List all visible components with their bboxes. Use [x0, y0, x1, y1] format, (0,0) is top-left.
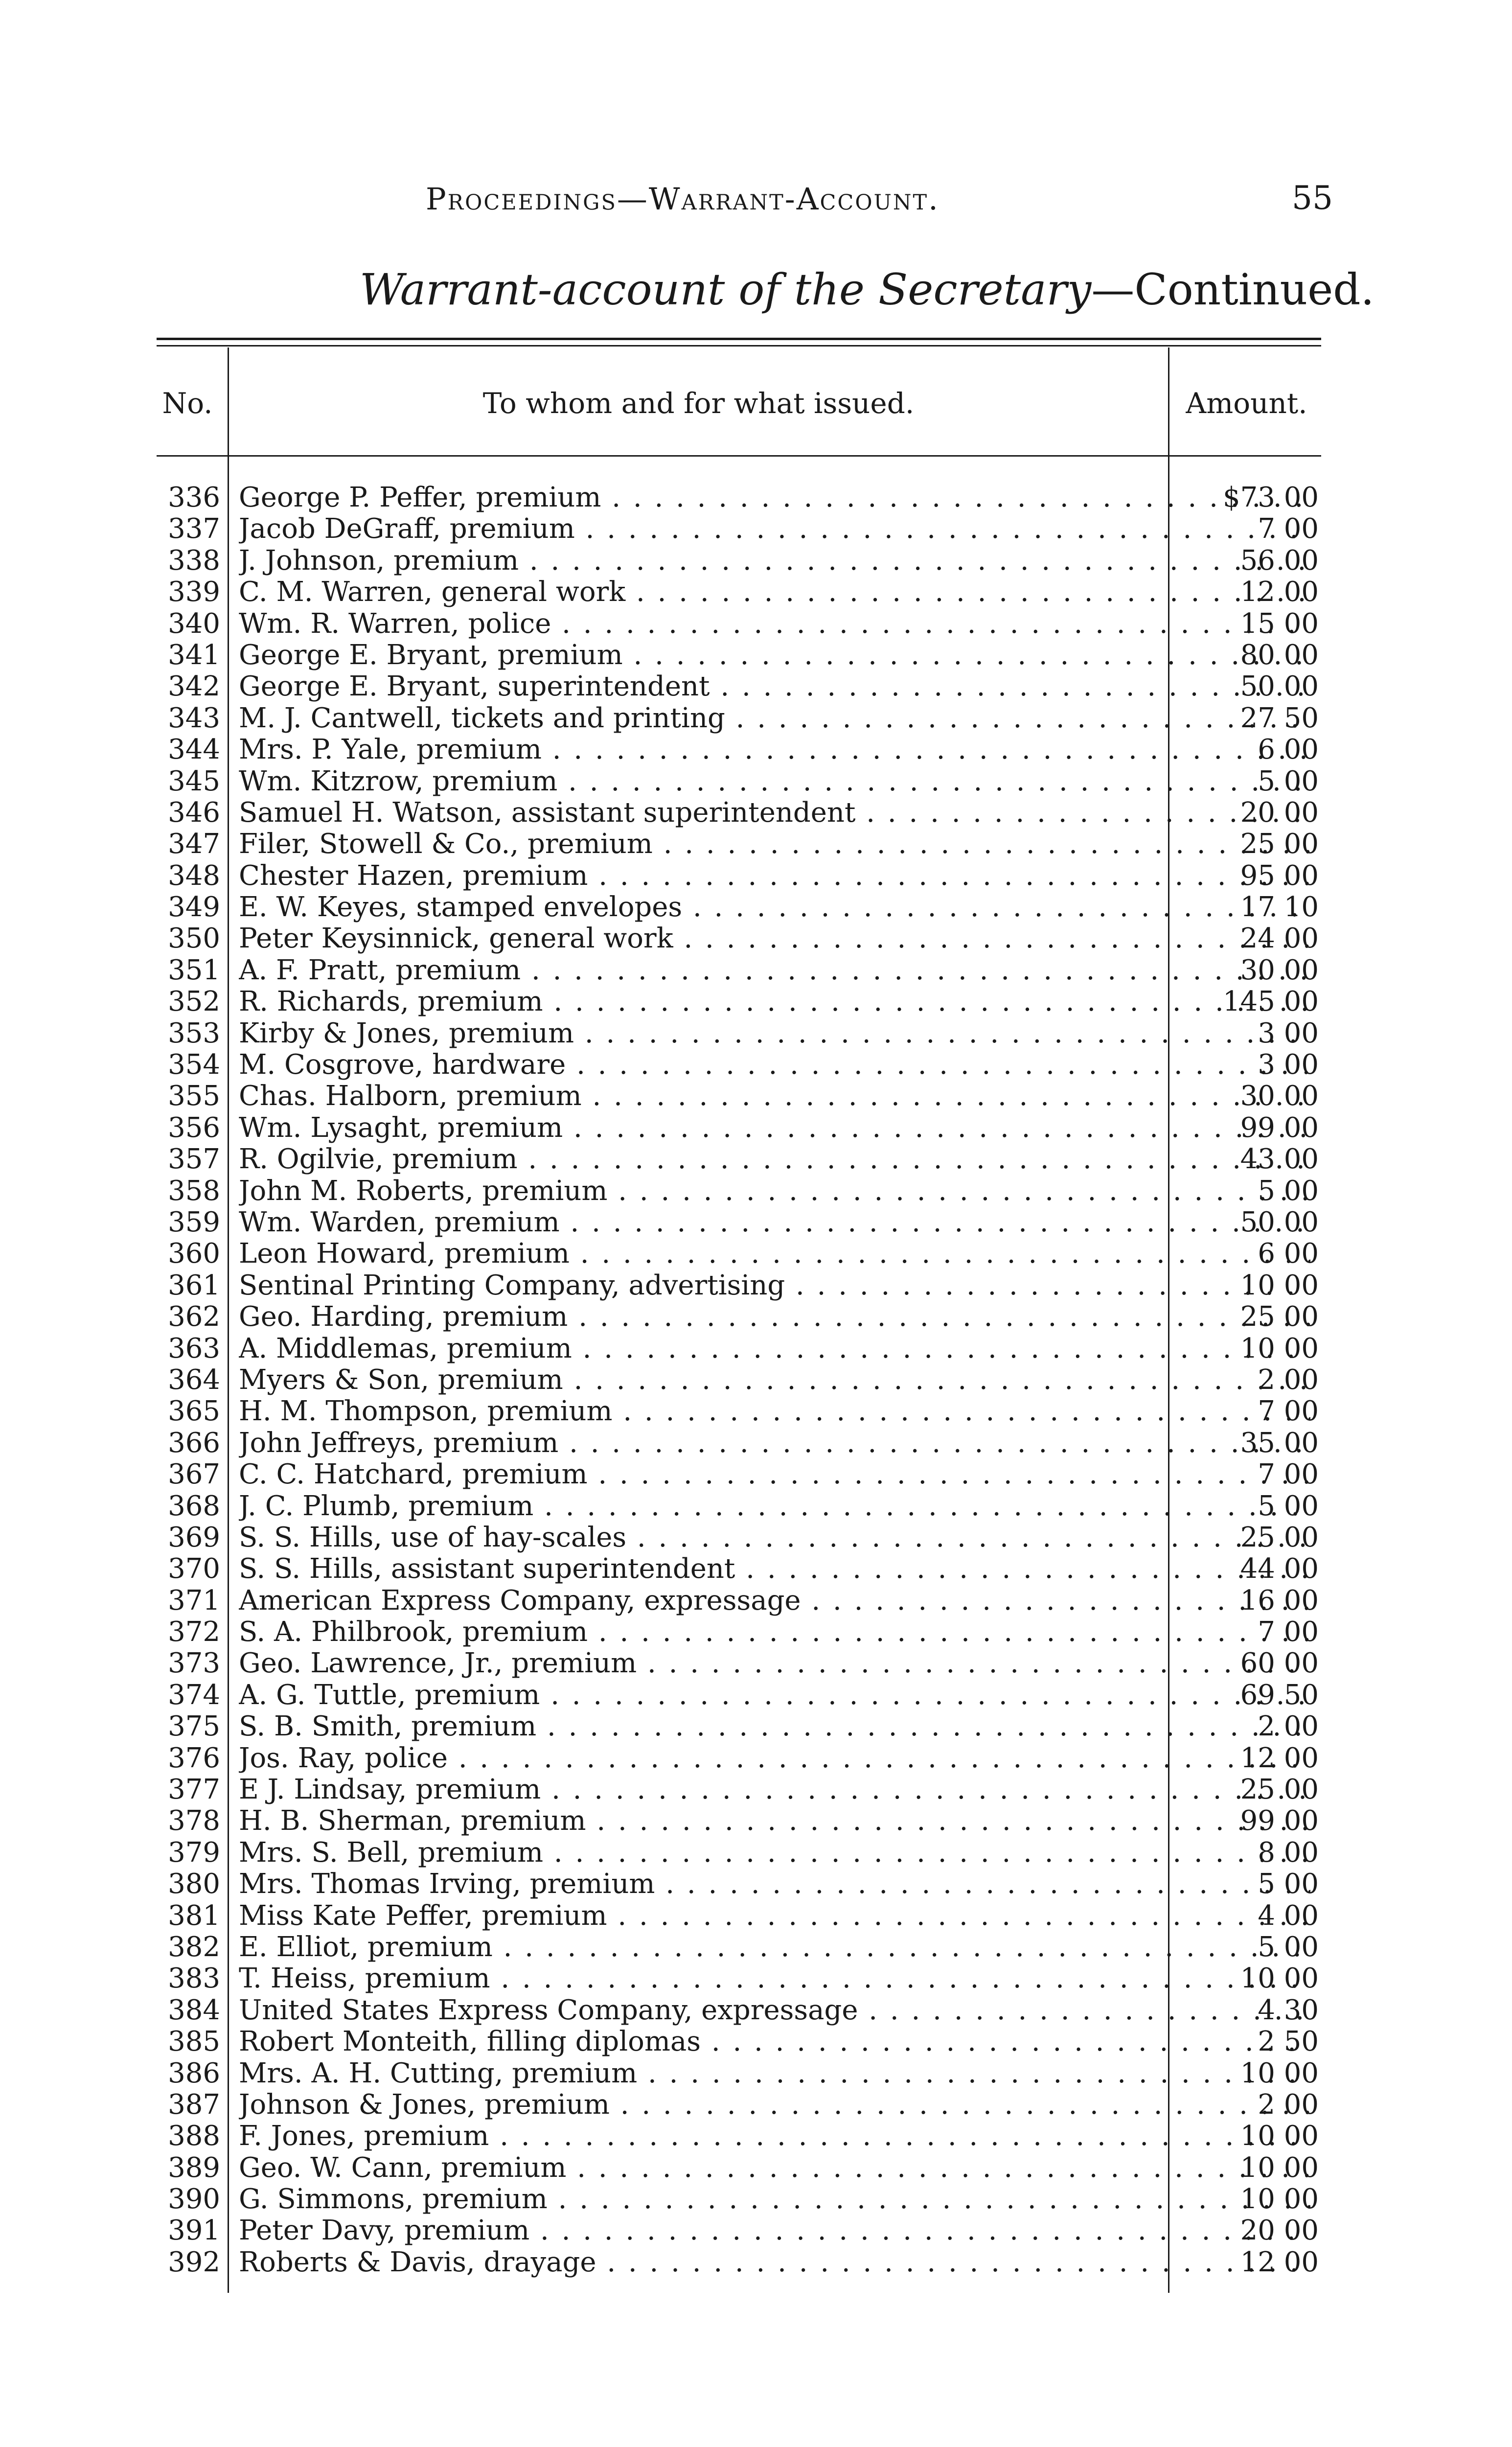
running-head: Proceedings—Warrant-Account.: [426, 181, 939, 217]
warrant-number: 375: [168, 1710, 220, 1743]
page-number: 55: [1292, 179, 1333, 217]
warrant-amount: 20 00: [1240, 796, 1319, 829]
warrant-number: 366: [168, 1427, 220, 1459]
warrant-description: A. Middlemas, premium . . .: [239, 1333, 1310, 1364]
table-row: [157, 1616, 1321, 1648]
warrant-description: John M. Roberts, premium . . .: [239, 1176, 1310, 1207]
table-row: [157, 1364, 1321, 1396]
table-row: [157, 640, 1321, 671]
warrant-amount: 95 00: [1240, 859, 1319, 892]
warrant-description: S. S. Hills, assistant superintendent . . .: [239, 1553, 1310, 1585]
warrant-amount: 10 00: [1240, 2120, 1319, 2152]
warrant-amount: 35 00: [1240, 1427, 1319, 1459]
warrant-number: 389: [168, 2151, 220, 2184]
warrant-number: 382: [168, 1931, 220, 1963]
warrant-number: 373: [168, 1647, 220, 1680]
table-row: [157, 1112, 1321, 1144]
warrant-amount: 43 00: [1240, 1143, 1319, 1176]
warrant-description: R. Richards, premium . . .: [239, 986, 1310, 1017]
warrant-description: F. Jones, premium . . .: [239, 2121, 1310, 2152]
table-row: [157, 1963, 1321, 1994]
warrant-number: 378: [168, 1805, 220, 1837]
warrant-description: E. Elliot, premium . . .: [239, 1932, 1310, 1963]
warrant-number: 363: [168, 1332, 220, 1364]
warrant-description: Geo. Harding, premium . . .: [239, 1301, 1310, 1333]
warrant-number: 356: [168, 1111, 220, 1144]
table-title-italic: Warrant-account of the Secretary: [360, 264, 1092, 315]
warrant-description: H. B. Sherman, premium . . .: [239, 1805, 1310, 1837]
warrant-number: 383: [168, 1962, 220, 1995]
table-row: [157, 545, 1321, 577]
warrant-number: 358: [168, 1175, 220, 1207]
column-header-no: No.: [162, 387, 213, 420]
warrant-number: 385: [168, 2026, 220, 2058]
warrant-number: 360: [168, 1238, 220, 1270]
table-row: [157, 2121, 1321, 2152]
warrant-amount: 5 00: [1258, 1175, 1319, 1207]
warrant-number: 355: [168, 1080, 220, 1112]
warrant-number: 338: [168, 544, 220, 577]
warrant-number: 384: [168, 1994, 220, 2026]
warrant-amount: 10 00: [1240, 1332, 1319, 1364]
warrant-amount: 5 00: [1258, 1931, 1319, 1963]
warrant-description: Wm. R. Warren, police . . .: [239, 608, 1310, 640]
warrant-description: Chester Hazen, premium . . .: [239, 860, 1310, 892]
table-row: [157, 860, 1321, 892]
table-row: [157, 1522, 1321, 1553]
warrant-number: 367: [168, 1458, 220, 1491]
table-row: [157, 797, 1321, 829]
warrant-amount: $73 00: [1223, 482, 1319, 513]
warrant-amount: 10 00: [1240, 2057, 1319, 2089]
warrant-number: 381: [168, 1899, 220, 1932]
warrant-amount: 15 00: [1240, 607, 1319, 640]
table-row: [157, 955, 1321, 986]
warrant-amount: 25 00: [1240, 1521, 1319, 1553]
table-row: [157, 1301, 1321, 1333]
warrant-description: Leon Howard, premium . . .: [239, 1238, 1310, 1270]
warrant-number: 342: [168, 670, 220, 703]
warrant-number: 336: [168, 482, 220, 513]
warrant-description: John Jeffreys, premium . . .: [239, 1428, 1310, 1459]
warrant-amount: 4 00: [1258, 1899, 1319, 1932]
warrant-number: 339: [168, 576, 220, 608]
warrant-description: H. M. Thompson, premium . . .: [239, 1396, 1310, 1427]
warrant-amount: 69 50: [1240, 1679, 1319, 1711]
table-row: [157, 1932, 1321, 1963]
warrant-amount: 25 00: [1240, 828, 1319, 860]
warrant-description: M. Cosgrove, hardware . . .: [239, 1049, 1310, 1081]
table-row: [157, 1553, 1321, 1585]
warrant-amount: 7 00: [1258, 513, 1319, 545]
warrant-amount: 2 00: [1258, 1710, 1319, 1743]
warrant-description: Mrs. P. Yale, premium . . .: [239, 734, 1310, 765]
warrant-amount: 27 50: [1240, 702, 1319, 734]
warrant-number: 371: [168, 1584, 220, 1616]
warrant-description: Johnson & Jones, premium . . .: [239, 2089, 1310, 2121]
warrant-amount: 50 00: [1240, 1206, 1319, 1238]
warrant-number: 343: [168, 702, 220, 734]
warrant-amount: 25 00: [1240, 1774, 1319, 1806]
warrant-description: Samuel H. Watson, assistant superintendent . . .: [239, 797, 1310, 829]
warrant-description: Chas. Halborn, premium . . .: [239, 1081, 1310, 1112]
warrant-description: Filer, Stowell & Co., premium . . .: [239, 829, 1310, 860]
warrant-description: George E. Bryant, premium . . .: [239, 640, 1310, 671]
warrant-number: 346: [168, 796, 220, 829]
warrant-number: 351: [168, 954, 220, 986]
table-row: [157, 1207, 1321, 1238]
warrant-description: Mrs. S. Bell, premium . . .: [239, 1837, 1310, 1869]
warrant-amount: 16 00: [1240, 1584, 1319, 1616]
warrant-number: 377: [168, 1774, 220, 1806]
warrant-description: S. B. Smith, premium . . .: [239, 1711, 1310, 1742]
warrant-amount: 12 00: [1240, 576, 1319, 608]
warrant-description: Mrs. Thomas Irving, premium . . .: [239, 1869, 1310, 1900]
warrant-number: 380: [168, 1868, 220, 1900]
warrant-amount: 7 00: [1258, 1395, 1319, 1428]
warrant-amount: 7 00: [1258, 1458, 1319, 1491]
warrant-description: Geo. Lawrence, Jr., premium . . .: [239, 1648, 1310, 1679]
table-row: [157, 1711, 1321, 1742]
table-row: [157, 1049, 1321, 1081]
warrant-amount: 8 00: [1258, 1836, 1319, 1869]
header-rule: [157, 455, 1321, 457]
warrant-number: 345: [168, 765, 220, 797]
warrant-description: Wm. Warden, premium . . .: [239, 1207, 1310, 1238]
column-header-to-whom: To whom and for what issued.: [482, 387, 915, 420]
warrant-number: 390: [168, 2183, 220, 2216]
warrant-description: E. W. Keyes, stamped envelopes . . .: [239, 892, 1310, 923]
table-row: [157, 1238, 1321, 1270]
warrant-description: American Express Company, expressage . . .: [239, 1585, 1310, 1616]
warrant-description: Jacob DeGraff, premium . . .: [239, 513, 1310, 545]
warrant-amount: 50 00: [1240, 670, 1319, 703]
table-row: [157, 766, 1321, 797]
warrant-description: Wm. Kitzrow, premium . . .: [239, 766, 1310, 797]
table-row: [157, 734, 1321, 765]
warrant-number: 353: [168, 1017, 220, 1049]
warrant-amount: 6 00: [1258, 734, 1319, 766]
table-row: [157, 1774, 1321, 1805]
table-row: [157, 1333, 1321, 1364]
warrant-amount: 5 00: [1258, 1490, 1319, 1522]
warrant-number: 374: [168, 1679, 220, 1711]
warrant-number: 354: [168, 1049, 220, 1081]
warrant-amount: 99 00: [1240, 1805, 1319, 1837]
table-row: [157, 1837, 1321, 1869]
warrant-number: 344: [168, 734, 220, 766]
warrant-amount: 6 00: [1258, 1238, 1319, 1270]
warrant-number: 352: [168, 986, 220, 1018]
warrant-description: George E. Bryant, superintendent . . .: [239, 671, 1310, 702]
warrant-description: Robert Monteith, filling diplomas . . .: [239, 2026, 1310, 2057]
warrant-number: 364: [168, 1363, 220, 1396]
warrant-description: Miss Kate Peffer, premium . . .: [239, 1900, 1310, 1932]
table-row: [157, 482, 1321, 513]
warrant-amount: 4 30: [1258, 1994, 1319, 2026]
warrant-description: United States Express Company, expressage . . .: [239, 1995, 1310, 2026]
warrant-amount: 3 00: [1258, 1049, 1319, 1081]
warrant-description: S. A. Philbrook, premium . . .: [239, 1616, 1310, 1648]
warrant-amount: 24 00: [1240, 923, 1319, 955]
warrant-number: 379: [168, 1836, 220, 1869]
warrant-amount: 80 00: [1240, 639, 1319, 671]
table-title: [360, 264, 1375, 315]
warrant-number: 391: [168, 2215, 220, 2247]
warrant-description: A. G. Tuttle, premium . . .: [239, 1680, 1310, 1711]
warrant-description: Sentinal Printing Company, advertising . . .: [239, 1270, 1310, 1301]
table-row: [157, 986, 1321, 1017]
warrant-amount: 17 10: [1240, 891, 1319, 923]
warrant-description: S. S. Hills, use of hay-scales . . .: [239, 1522, 1310, 1553]
warrant-number: 340: [168, 607, 220, 640]
warrant-number: 337: [168, 513, 220, 545]
warrant-description: Kirby & Jones, premium . . .: [239, 1018, 1310, 1049]
table-row: [157, 1428, 1321, 1459]
warrant-amount: 2 00: [1258, 1363, 1319, 1396]
warrant-amount: 5 00: [1258, 765, 1319, 797]
warrant-amount: 2 50: [1258, 2026, 1319, 2058]
table-row: [157, 829, 1321, 860]
table-row: [157, 1081, 1321, 1112]
warrant-amount: 3 00: [1258, 1017, 1319, 1049]
warrant-number: 350: [168, 923, 220, 955]
warrant-description: Myers & Son, premium . . .: [239, 1364, 1310, 1396]
warrant-amount: 30 00: [1240, 1080, 1319, 1112]
table-row: [157, 1459, 1321, 1490]
table-top-rule-thin: [157, 345, 1321, 346]
warrant-description: J. C. Plumb, premium . . .: [239, 1491, 1310, 1522]
warrant-amount: 5 00: [1258, 1868, 1319, 1900]
warrant-description: Peter Davy, premium . . .: [239, 2215, 1310, 2246]
warrant-description: Wm. Lysaght, premium . . .: [239, 1112, 1310, 1144]
warrant-amount: 44 00: [1240, 1553, 1319, 1585]
warrant-number: 349: [168, 891, 220, 923]
table-row: [157, 1396, 1321, 1427]
warrant-number: 372: [168, 1616, 220, 1648]
table-row: [157, 1270, 1321, 1301]
warrant-amount: 10 00: [1240, 1269, 1319, 1301]
warrant-amount: 10 00: [1240, 1962, 1319, 1995]
warrant-amount: 12 00: [1240, 1742, 1319, 1774]
warrant-amount: 145 00: [1223, 986, 1319, 1018]
warrant-number: 365: [168, 1395, 220, 1428]
warrant-number: 341: [168, 639, 220, 671]
warrant-description: G. Simmons, premium . . .: [239, 2184, 1310, 2215]
warrant-description: R. Ogilvie, premium . . .: [239, 1144, 1310, 1175]
warrant-amount: 99 00: [1240, 1111, 1319, 1144]
table-row: [157, 1648, 1321, 1679]
warrant-number: 388: [168, 2120, 220, 2152]
table-row: [157, 2215, 1321, 2246]
warrant-description: Jos. Ray, police . . .: [239, 1743, 1310, 1774]
warrant-amount: 7 00: [1258, 1616, 1319, 1648]
table-row: [157, 1018, 1321, 1049]
warrant-description: George P. Peffer, premium . . .: [239, 482, 1310, 513]
table-row: [157, 2247, 1321, 2278]
warrant-description: Peter Keysinnick, general work . . .: [239, 923, 1310, 954]
warrant-amount: 30 00: [1240, 954, 1319, 986]
table-row: [157, 1743, 1321, 1774]
table-row: [157, 2089, 1321, 2121]
warrant-number: 361: [168, 1269, 220, 1301]
warrant-description: Mrs. A. H. Cutting, premium . . .: [239, 2058, 1310, 2089]
warrant-number: 348: [168, 859, 220, 892]
warrant-number: 370: [168, 1553, 220, 1585]
table-row: [157, 892, 1321, 923]
warrant-description: C. M. Warren, general work . . .: [239, 577, 1310, 608]
table-row: [157, 2058, 1321, 2089]
table-row: [157, 1900, 1321, 1932]
warrant-amount: 56 00: [1240, 544, 1319, 577]
warrant-description: Roberts & Davis, drayage . . .: [239, 2247, 1310, 2278]
table-row: [157, 2184, 1321, 2215]
table-row: [157, 1491, 1321, 1522]
warrant-amount: 25 00: [1240, 1301, 1319, 1333]
warrant-number: 347: [168, 828, 220, 860]
table-title-continued: —Continued.: [1091, 264, 1375, 315]
warrant-amount: 20 00: [1240, 2215, 1319, 2247]
table-row: [157, 1585, 1321, 1616]
warrant-number: 369: [168, 1521, 220, 1553]
warrant-number: 387: [168, 2088, 220, 2121]
warrant-description: T. Heiss, premium . . .: [239, 1963, 1310, 1994]
warrant-number: 376: [168, 1742, 220, 1774]
table-row: [157, 577, 1321, 608]
table-row: [157, 1869, 1321, 1900]
table-row: [157, 671, 1321, 702]
warrant-description: M. J. Cantwell, tickets and printing . . .: [239, 703, 1310, 734]
table-row: [157, 1680, 1321, 1711]
warrant-description: C. C. Hatchard, premium . . .: [239, 1459, 1310, 1490]
warrant-amount: 10 00: [1240, 2151, 1319, 2184]
warrant-number: 362: [168, 1301, 220, 1333]
table-row: [157, 2026, 1321, 2057]
warrant-description: E J. Lindsay, premium . . .: [239, 1774, 1310, 1805]
table-row: [157, 608, 1321, 640]
table-row: [157, 923, 1321, 954]
table-row: [157, 1995, 1321, 2026]
table-row: [157, 2152, 1321, 2184]
warrant-number: 357: [168, 1143, 220, 1176]
warrant-description: Geo. W. Cann, premium . . .: [239, 2152, 1310, 2184]
warrant-number: 368: [168, 1490, 220, 1522]
warrant-table-body: [157, 482, 1321, 2278]
warrant-number: 386: [168, 2057, 220, 2089]
warrant-amount: 10 00: [1240, 2183, 1319, 2216]
warrant-amount: 12 00: [1240, 2246, 1319, 2278]
table-row: [157, 513, 1321, 545]
table-row: [157, 1176, 1321, 1207]
table-row: [157, 1805, 1321, 1837]
column-header-amount: Amount.: [1186, 387, 1307, 420]
table-row: [157, 1144, 1321, 1175]
warrant-description: A. F. Pratt, premium . . .: [239, 955, 1310, 986]
warrant-number: 359: [168, 1206, 220, 1238]
table-top-rule: [157, 338, 1321, 340]
warrant-amount: 60 00: [1240, 1647, 1319, 1680]
warrant-description: J. Johnson, premium . . .: [239, 545, 1310, 577]
warrant-number: 392: [168, 2246, 220, 2278]
table-row: [157, 703, 1321, 734]
warrant-amount: 2 00: [1258, 2088, 1319, 2121]
